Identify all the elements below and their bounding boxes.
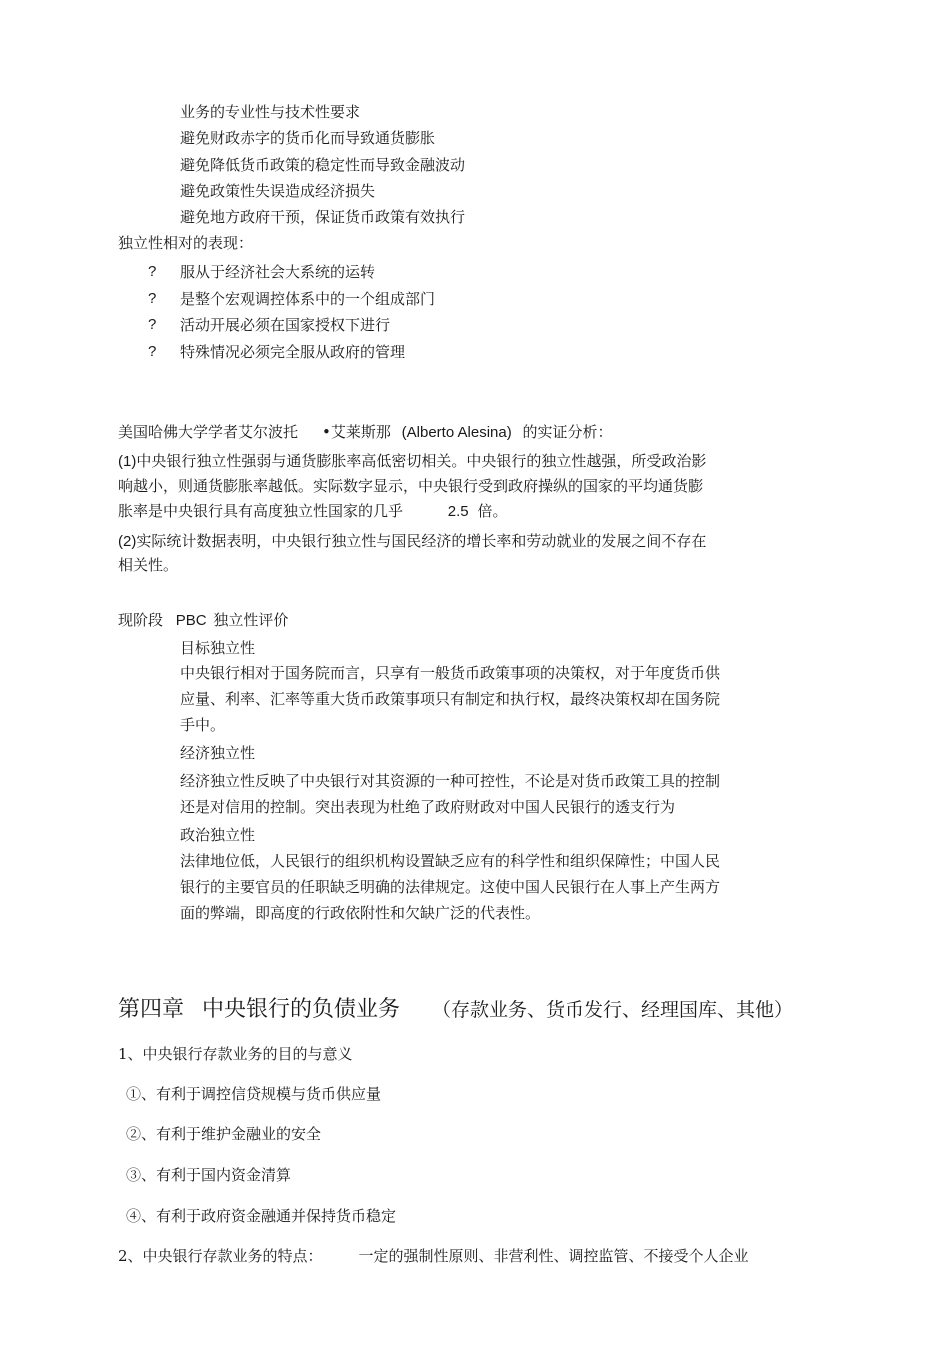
pbc-heading-text: 独立性评价 bbox=[213, 611, 289, 629]
paragraph-line: 法律地位低，人民银行的组织机构设置缺乏应有的科学性和组织保障性；中国人民 bbox=[180, 852, 721, 870]
item-number: (1) bbox=[118, 453, 137, 470]
numbered-item: ②、有利于维护金融业的安全 bbox=[126, 1125, 322, 1143]
section-heading: 独立性相对的表现： bbox=[118, 234, 254, 252]
bullet-mark: ? bbox=[148, 343, 157, 360]
intro-english-name: (Alberto Alesina) bbox=[401, 424, 512, 441]
pbc-heading bbox=[118, 610, 288, 631]
paragraph-text: 实际统计数据表明，中央银行独立性与国民经济的增长率和劳动就业的发展之间不存在 bbox=[136, 532, 707, 550]
bullet-item: 服从于经济社会大系统的运转 bbox=[180, 263, 376, 281]
paragraph-line: 面的弊端，即高度的行政依附性和欠缺广泛的代表性。 bbox=[180, 904, 541, 922]
bullet-mark: ? bbox=[148, 263, 157, 280]
bullet-item: 特殊情况必须完全服从政府的管理 bbox=[180, 343, 406, 361]
subsection-title: 经济独立性 bbox=[180, 744, 256, 762]
paragraph-line bbox=[118, 531, 706, 552]
bullet-mark: ? bbox=[148, 316, 157, 333]
bullet-mark: ? bbox=[148, 290, 157, 307]
paragraph-line: 还是对信用的控制。突出表现为杜绝了政府财政对中国人民银行的透支行为 bbox=[180, 798, 676, 816]
paragraph-line: 响越小，则通货膨胀率越低。实际数字显示，中央银行受到政府操纵的国家的平均通货膨 bbox=[118, 477, 704, 495]
paragraph-line: 手中。 bbox=[180, 716, 226, 734]
list-line: 业务的专业性与技术性要求 bbox=[180, 103, 361, 121]
subsection-title: 政治独立性 bbox=[180, 826, 256, 844]
bullet-item: 是整个宏观调控体系中的一个组成部门 bbox=[180, 290, 436, 308]
paragraph-line: 经济独立性反映了中央银行对其资源的一种可控性，不论是对货币政策工具的控制 bbox=[180, 772, 721, 790]
list-line: 避免财政赤字的货币化而导致通货膨胀 bbox=[180, 129, 436, 147]
chapter-subtitle: （存款业务、货币发行、经理国库、其他） bbox=[432, 999, 794, 1021]
chapter-label: 第四章 bbox=[118, 997, 185, 1022]
item-number: (2) bbox=[118, 533, 137, 550]
paragraph-line: 中央银行相对于国务院而言，只享有一般货币政策事项的决策权，对于年度货币供 bbox=[180, 664, 721, 682]
pbc-abbr: PBC bbox=[175, 612, 207, 629]
paragraph-line bbox=[118, 451, 706, 472]
intro-name: •艾莱斯那 bbox=[322, 423, 391, 441]
chapter-title: 中央银行的负债业务 bbox=[202, 997, 401, 1022]
list-line: 避免降低货币政策的稳定性而导致金融波动 bbox=[180, 156, 466, 174]
list-line: 避免地方政府干预，保证货币政策有效执行 bbox=[180, 208, 466, 226]
alesina-intro bbox=[118, 422, 613, 443]
section-heading: 1、中央银行存款业务的目的与意义 bbox=[118, 1045, 353, 1063]
numbered-item: ③、有利于国内资金清算 bbox=[126, 1166, 292, 1184]
subsection-title: 目标独立性 bbox=[180, 639, 256, 657]
list-line: 避免政策性失误造成经济损失 bbox=[180, 182, 376, 200]
paragraph-line: 银行的主要官员的任职缺乏明确的法律规定。这使中国人民银行在人事上产生两方 bbox=[180, 878, 721, 896]
numbered-item: ①、有利于调控信贷规模与货币供应量 bbox=[126, 1085, 382, 1103]
numbered-item: ④、有利于政府资金融通并保持货币稳定 bbox=[126, 1207, 397, 1225]
paragraph-text: 倍。 bbox=[477, 502, 508, 520]
chapter-heading bbox=[118, 995, 793, 1025]
section-text: 一定的强制性原则、非营利性、调控监管、不接受个人企业 bbox=[358, 1247, 749, 1265]
ratio-value: 2.5 bbox=[447, 503, 469, 520]
paragraph-line: 相关性。 bbox=[118, 556, 179, 574]
pbc-heading-text: 现阶段 bbox=[118, 611, 164, 629]
paragraph-text: 中央银行独立性强弱与通货膨胀率高低密切相关。中央银行的独立性越强，所受政治影 bbox=[136, 452, 707, 470]
paragraph-line bbox=[118, 501, 507, 522]
section-heading bbox=[118, 1246, 749, 1266]
intro-tail: 的实证分析： bbox=[522, 423, 613, 441]
bullet-item: 活动开展必须在国家授权下进行 bbox=[180, 316, 391, 334]
paragraph-line: 应量、利率、汇率等重大货币政策事项只有制定和执行权，最终决策权却在国务院 bbox=[180, 690, 721, 708]
intro-text: 美国哈佛大学学者艾尔波托 bbox=[118, 423, 299, 441]
paragraph-text: 胀率是中央银行具有高度独立性国家的几乎 bbox=[118, 502, 404, 520]
section-heading-text: 2、中央银行存款业务的特点： bbox=[118, 1247, 323, 1265]
